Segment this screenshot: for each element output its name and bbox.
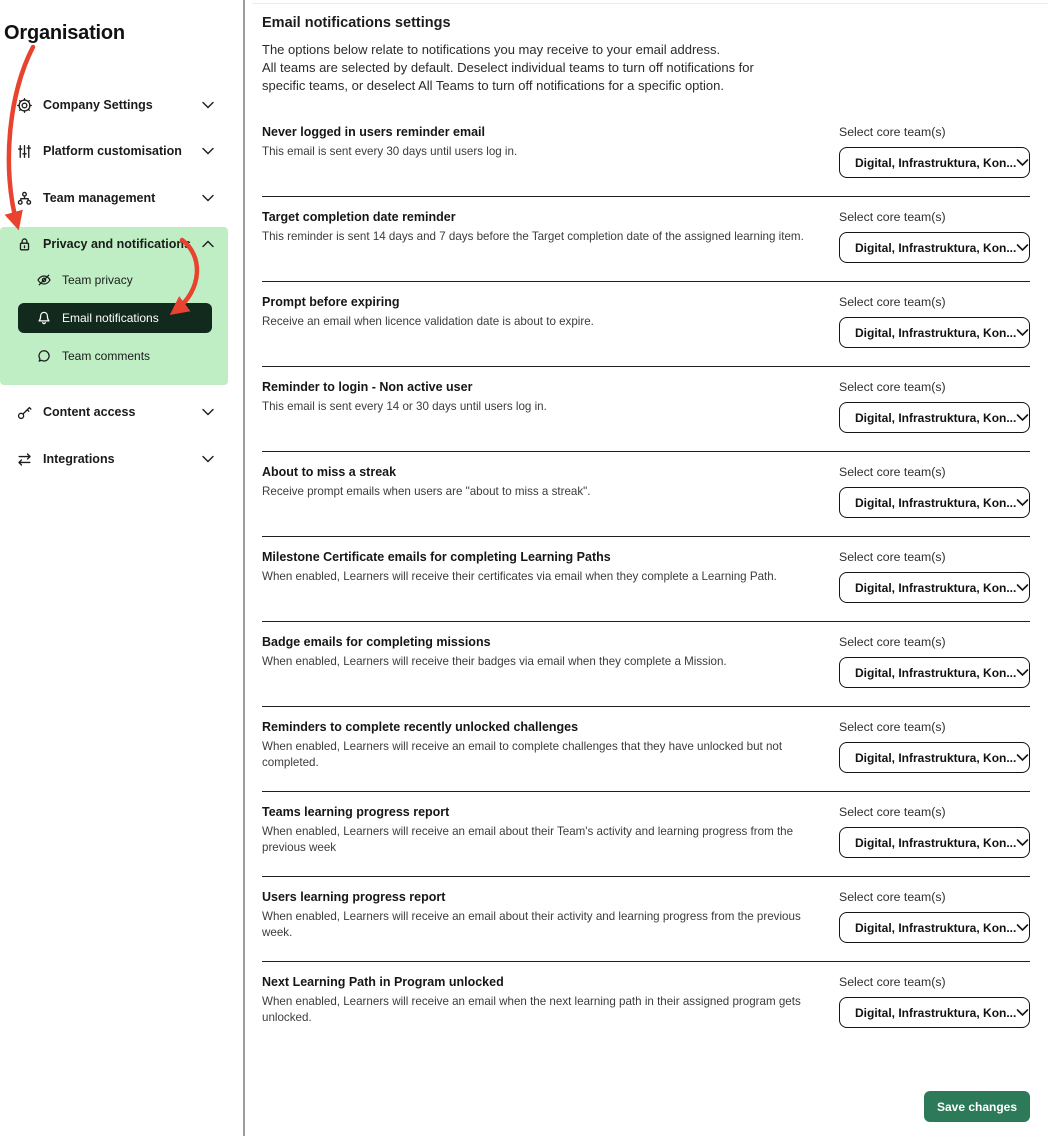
core-teams-dropdown-value: Digital, Infrastruktura, Kon... bbox=[855, 580, 1017, 595]
sidebar-item-team-management[interactable] bbox=[16, 182, 214, 214]
page-description bbox=[262, 41, 1030, 95]
sidebar-item-email-notifications[interactable] bbox=[18, 303, 212, 333]
notification-description: This reminder is sent 14 days and 7 days before the Target completion date of the assigned learning item. bbox=[262, 230, 804, 243]
sidebar-item-label: Email notifications bbox=[62, 311, 159, 325]
core-teams-dropdown-value: Digital, Infrastruktura, Kon... bbox=[855, 240, 1017, 255]
notification-description: When enabled, Learners will receive their badges via email when they complete a Mission. bbox=[262, 655, 727, 668]
select-core-teams-label: Select core team(s) bbox=[839, 125, 946, 139]
sidebar-item-label: Platform customisation bbox=[43, 144, 182, 158]
gear-icon bbox=[16, 97, 33, 114]
sidebar-item-label: Team comments bbox=[62, 349, 151, 363]
sidebar-item-integrations[interactable] bbox=[16, 443, 214, 475]
sidebar-item-privacy-and-notifications[interactable] bbox=[16, 228, 214, 260]
notification-description: This email is sent every 14 or 30 days until users log in. bbox=[262, 400, 547, 413]
chevron-up-icon bbox=[202, 240, 214, 248]
sidebar-item-label: Integrations bbox=[43, 452, 115, 466]
chevron-down-icon bbox=[1016, 328, 1029, 337]
core-teams-dropdown-value: Digital, Infrastruktura, Kon... bbox=[855, 410, 1017, 425]
core-teams-dropdown[interactable] bbox=[839, 997, 1030, 1028]
chevron-down-icon bbox=[202, 408, 214, 416]
chevron-down-icon bbox=[202, 455, 214, 463]
notification-description: When enabled, Learners will receive an email about their activity and learning progress from the previous week. bbox=[262, 910, 801, 939]
notification-title: Never logged in users reminder email bbox=[262, 125, 485, 139]
lock-icon bbox=[16, 236, 33, 253]
sidebar-item-label: Content access bbox=[43, 405, 136, 419]
sidebar bbox=[0, 0, 245, 1136]
team-icon bbox=[16, 190, 33, 207]
core-teams-dropdown[interactable] bbox=[839, 912, 1030, 943]
notification-row bbox=[262, 282, 1030, 367]
bell-icon bbox=[36, 310, 52, 326]
chevron-down-icon bbox=[202, 101, 214, 109]
page-description-line: specific teams, or deselect All Teams to turn off notifications for a specific option. bbox=[262, 78, 724, 93]
notification-title: Target completion date reminder bbox=[262, 210, 456, 224]
sidebar-item-label: Company Settings bbox=[43, 98, 153, 112]
chevron-down-icon bbox=[1016, 753, 1029, 762]
sidebar-item-platform-customisation[interactable] bbox=[16, 135, 214, 167]
select-core-teams-label: Select core team(s) bbox=[839, 465, 946, 479]
sidebar-title: Organisation bbox=[4, 22, 125, 44]
save-changes-button[interactable]: Save changes bbox=[924, 1091, 1030, 1122]
notification-title: About to miss a streak bbox=[262, 465, 397, 479]
notification-row bbox=[262, 112, 1030, 197]
notification-row bbox=[262, 452, 1030, 537]
notification-description: Receive an email when licence validation date is about to expire. bbox=[262, 315, 594, 328]
chevron-down-icon bbox=[1016, 1008, 1029, 1017]
notification-description: When enabled, Learners will receive an email to complete challenges that they have unlocked but not completed. bbox=[262, 740, 783, 769]
chevron-down-icon bbox=[1016, 668, 1029, 677]
notification-title: Milestone Certificate emails for completing Learning Paths bbox=[262, 550, 611, 564]
select-core-teams-label: Select core team(s) bbox=[839, 890, 946, 904]
select-core-teams-label: Select core team(s) bbox=[839, 635, 946, 649]
notification-description: This email is sent every 30 days until users log in. bbox=[262, 145, 518, 158]
key-icon bbox=[16, 404, 33, 421]
notification-title: Reminders to complete recently unlocked challenges bbox=[262, 720, 579, 734]
sidebar-item-team-comments[interactable] bbox=[36, 343, 150, 369]
notification-title: Badge emails for completing missions bbox=[262, 635, 491, 649]
email-notifications-settings-panel bbox=[262, 0, 1030, 1122]
core-teams-dropdown[interactable] bbox=[839, 317, 1030, 348]
comment-icon bbox=[36, 348, 52, 364]
notification-title: Teams learning progress report bbox=[262, 805, 450, 819]
notification-description: When enabled, Learners will receive an email about their Team's activity and learning progress from the previous week bbox=[262, 825, 794, 854]
chevron-down-icon bbox=[202, 194, 214, 202]
core-teams-dropdown[interactable] bbox=[839, 657, 1030, 688]
core-teams-dropdown[interactable] bbox=[839, 487, 1030, 518]
select-core-teams-label: Select core team(s) bbox=[839, 720, 946, 734]
sidebar-item-label: Team privacy bbox=[62, 273, 133, 287]
page-title: Email notifications settings bbox=[262, 15, 451, 31]
core-teams-dropdown[interactable] bbox=[839, 402, 1030, 433]
core-teams-dropdown-value: Digital, Infrastruktura, Kon... bbox=[855, 835, 1017, 850]
select-core-teams-label: Select core team(s) bbox=[839, 210, 946, 224]
core-teams-dropdown[interactable] bbox=[839, 742, 1030, 773]
core-teams-dropdown-value: Digital, Infrastruktura, Kon... bbox=[855, 495, 1017, 510]
chevron-down-icon bbox=[1016, 583, 1029, 592]
core-teams-dropdown[interactable] bbox=[839, 572, 1030, 603]
select-core-teams-label: Select core team(s) bbox=[839, 975, 946, 989]
chevron-down-icon bbox=[1016, 923, 1029, 932]
chevron-down-icon bbox=[1016, 838, 1029, 847]
notification-rows bbox=[262, 112, 1030, 1047]
core-teams-dropdown[interactable] bbox=[839, 232, 1030, 263]
notification-row bbox=[262, 877, 1030, 962]
chevron-down-icon bbox=[202, 147, 214, 155]
sidebar-item-team-privacy[interactable] bbox=[36, 267, 133, 293]
notification-row bbox=[262, 367, 1030, 452]
notification-title: Reminder to login - Non active user bbox=[262, 380, 473, 394]
notification-row bbox=[262, 707, 1030, 792]
notification-description: When enabled, Learners will receive their certificates via email when they complete a Learning Path. bbox=[262, 570, 777, 583]
select-core-teams-label: Select core team(s) bbox=[839, 295, 946, 309]
chevron-down-icon bbox=[1016, 413, 1029, 422]
sidebar-item-content-access[interactable] bbox=[16, 396, 214, 428]
notification-row bbox=[262, 622, 1030, 707]
select-core-teams-label: Select core team(s) bbox=[839, 380, 946, 394]
sidebar-item-company-settings[interactable] bbox=[16, 89, 214, 121]
select-core-teams-label: Select core team(s) bbox=[839, 550, 946, 564]
notification-row bbox=[262, 792, 1030, 877]
swap-arrows-icon bbox=[16, 451, 33, 468]
core-teams-dropdown[interactable] bbox=[839, 147, 1030, 178]
notification-description: When enabled, Learners will receive an email when the next learning path in their assigned program gets unlocked. bbox=[262, 995, 801, 1024]
sliders-icon bbox=[16, 143, 33, 160]
page-description-line: The options below relate to notifications you may receive to your email address. bbox=[262, 42, 721, 57]
sidebar-item-label: Team management bbox=[43, 191, 156, 205]
select-core-teams-label: Select core team(s) bbox=[839, 805, 946, 819]
chevron-down-icon bbox=[1016, 243, 1029, 252]
core-teams-dropdown-value: Digital, Infrastruktura, Kon... bbox=[855, 665, 1017, 680]
eye-off-icon bbox=[36, 272, 52, 288]
notification-row bbox=[262, 197, 1030, 282]
notification-title: Prompt before expiring bbox=[262, 295, 400, 309]
core-teams-dropdown[interactable] bbox=[839, 827, 1030, 858]
notification-description: Receive prompt emails when users are "about to miss a streak". bbox=[262, 485, 591, 498]
notification-row bbox=[262, 537, 1030, 622]
page-description-line: All teams are selected by default. Deselect individual teams to turn off notifications for bbox=[262, 60, 754, 75]
notification-title: Next Learning Path in Program unlocked bbox=[262, 975, 504, 989]
core-teams-dropdown-value: Digital, Infrastruktura, Kon... bbox=[855, 750, 1017, 765]
chevron-down-icon bbox=[1016, 158, 1029, 167]
chevron-down-icon bbox=[1016, 498, 1029, 507]
sidebar-item-label: Privacy and notifications bbox=[43, 237, 191, 251]
core-teams-dropdown-value: Digital, Infrastruktura, Kon... bbox=[855, 1005, 1017, 1020]
notification-row bbox=[262, 962, 1030, 1047]
notification-title: Users learning progress report bbox=[262, 890, 446, 904]
core-teams-dropdown-value: Digital, Infrastruktura, Kon... bbox=[855, 920, 1017, 935]
core-teams-dropdown-value: Digital, Infrastruktura, Kon... bbox=[855, 325, 1017, 340]
core-teams-dropdown-value: Digital, Infrastruktura, Kon... bbox=[855, 155, 1017, 170]
